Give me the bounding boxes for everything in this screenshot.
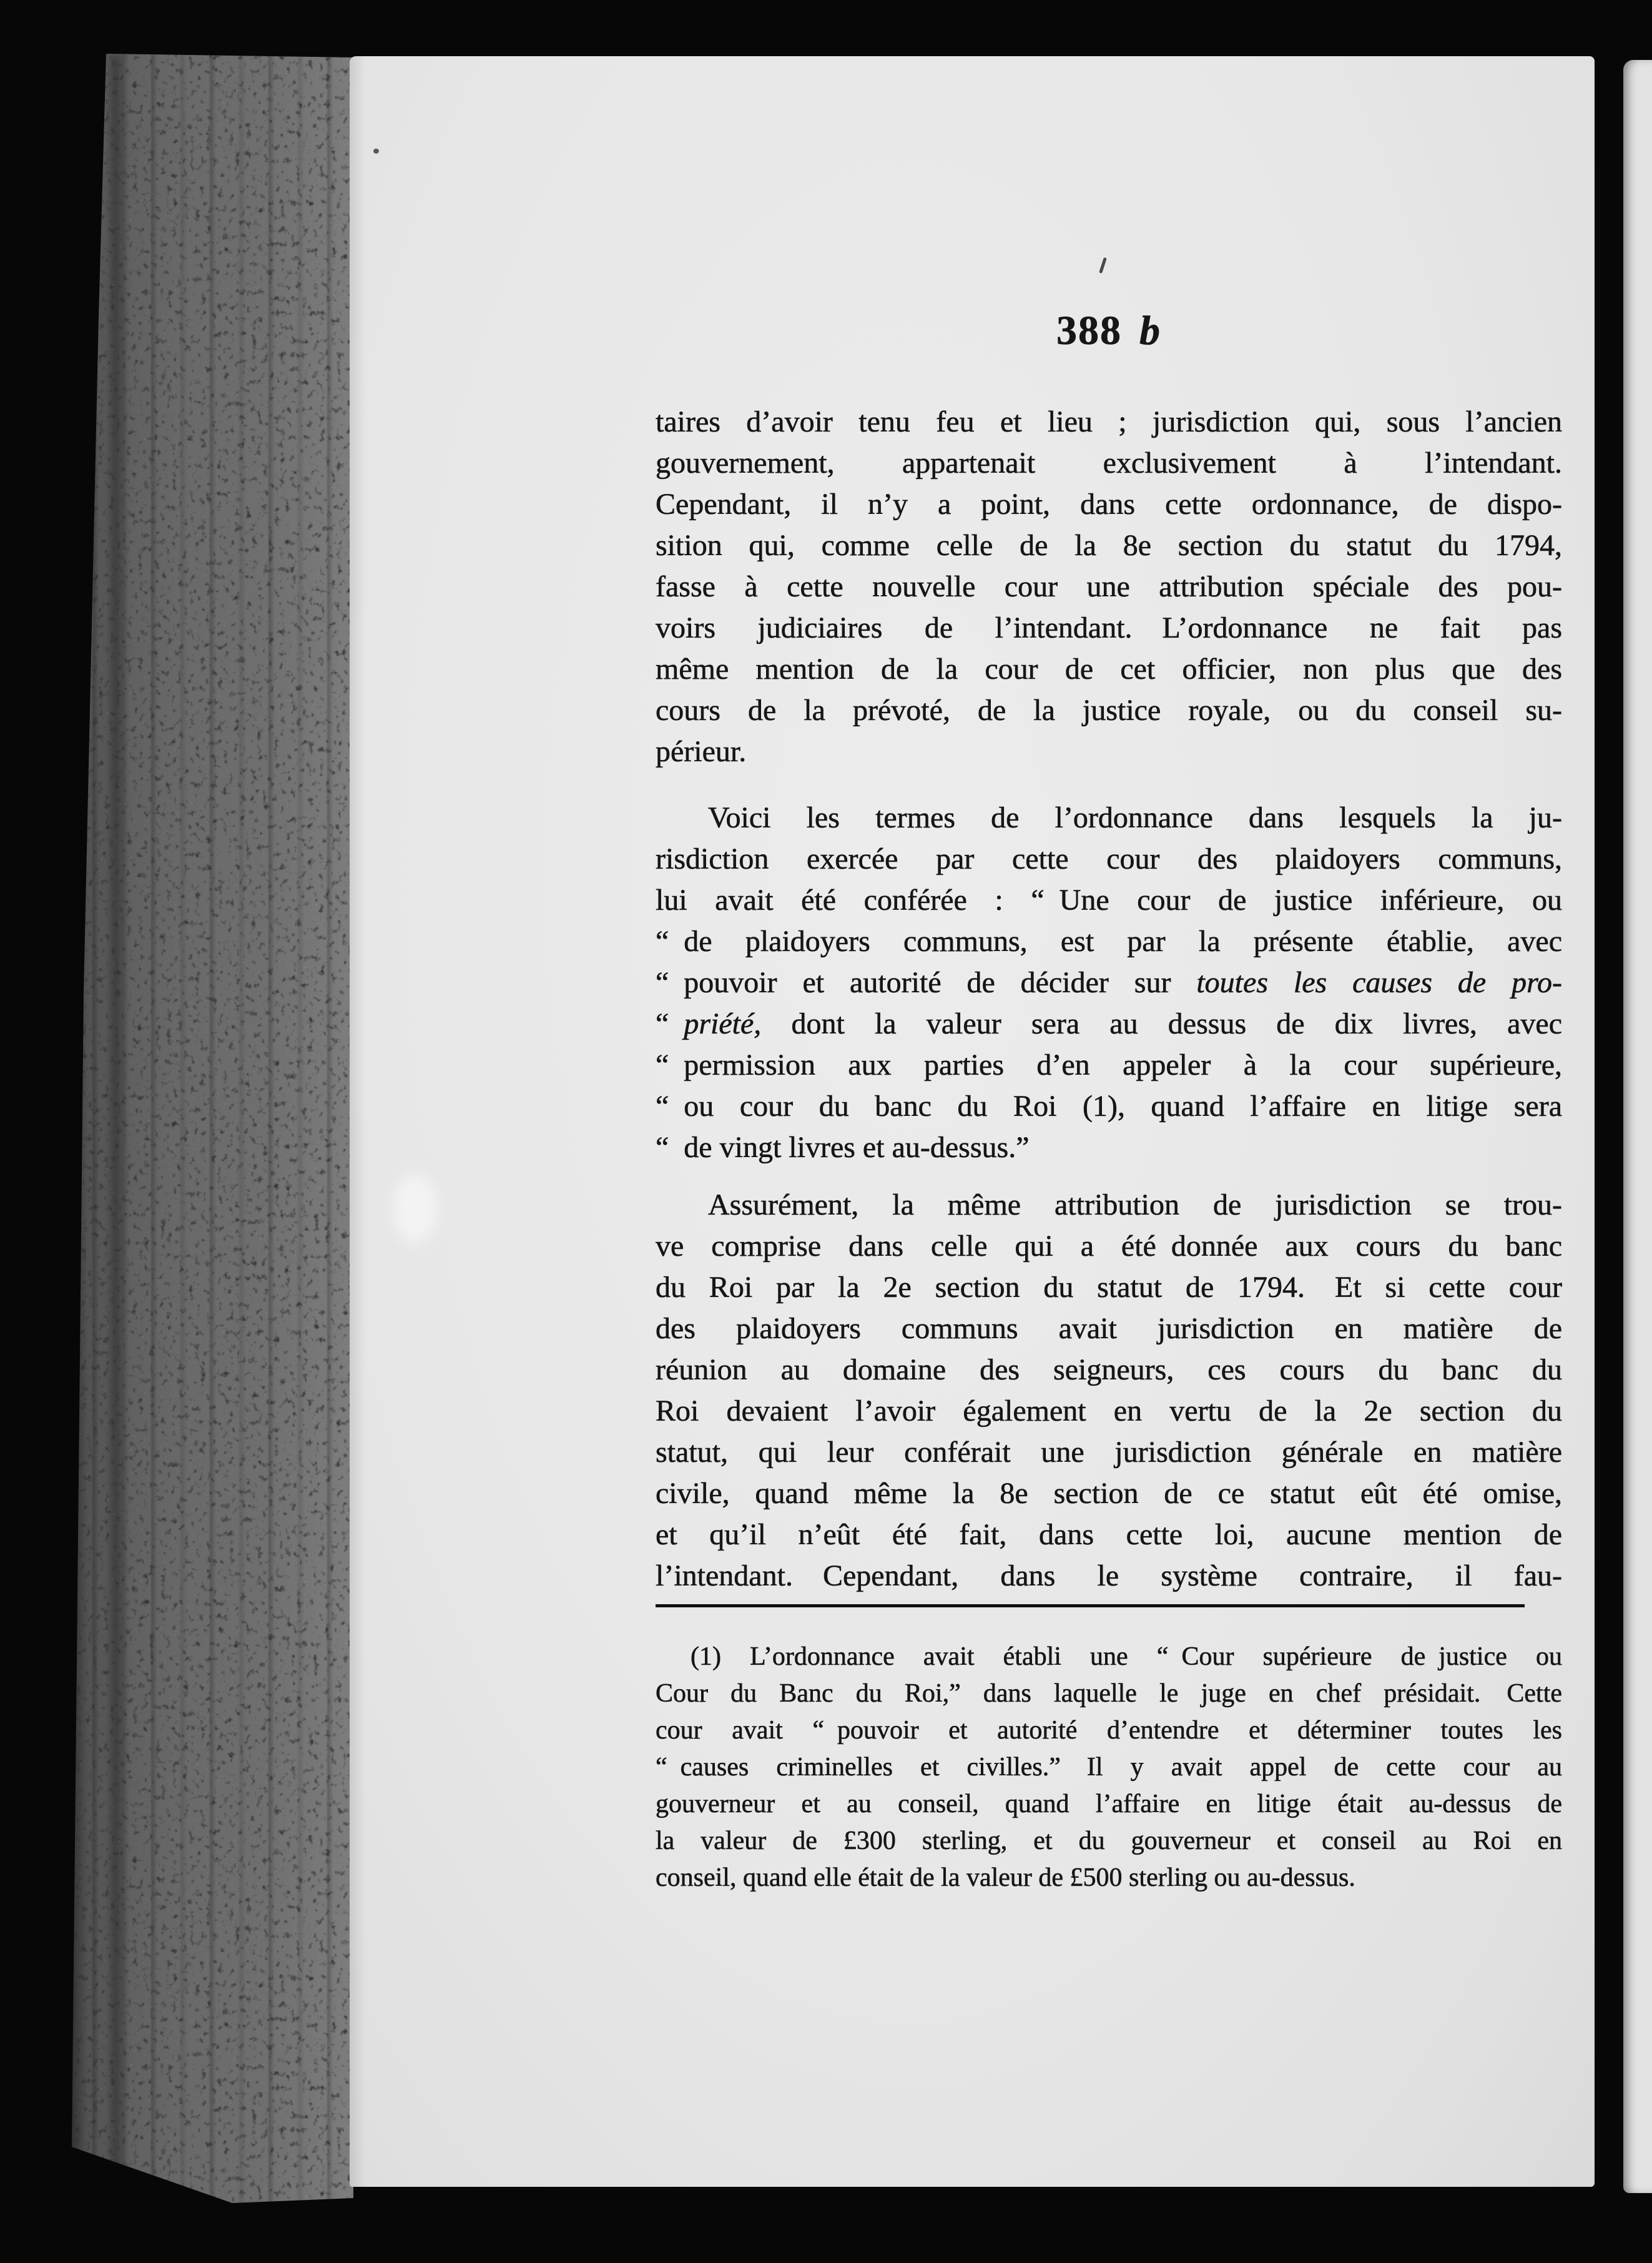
text-line — [656, 1349, 1562, 1391]
text-run: dont la valeur sera au dessus de dix livres, avec — [761, 1007, 1562, 1040]
book-edge-texture — [70, 54, 353, 2203]
ink-speck — [373, 149, 379, 154]
text-line — [656, 1556, 1562, 1597]
text-run: “ permission aux parties d’en appeler à la cour supérieure, — [656, 1048, 1562, 1082]
text-run: Voici les termes de l’ordonnance dans lesquels la ju- — [708, 801, 1562, 834]
text-run: “ — [656, 1007, 684, 1040]
text-line — [656, 525, 1562, 566]
text-line — [656, 484, 1562, 525]
edge-noise-texture — [70, 54, 353, 2203]
text-run: Assurément, la même attribution de jurisdiction se trou- — [708, 1188, 1562, 1221]
footnote — [656, 1639, 1562, 1896]
text-run: Cour du Banc du Roi,” dans laquelle le juge en chef présidait. Cette — [656, 1679, 1562, 1708]
text-line — [656, 649, 1562, 690]
text-line — [656, 1786, 1562, 1823]
text-run: risdiction exercée par cette cour des plaidoyers communs, — [656, 842, 1562, 875]
footnote-separator-rule — [656, 1604, 1525, 1607]
text-run: “ de vingt livres et au-dessus.” — [656, 1131, 1030, 1164]
page-number — [656, 309, 1562, 353]
text-line — [656, 1127, 1562, 1168]
page-number-suffix: b — [1139, 308, 1161, 353]
text-run: statut, qui leur conférait une jurisdiction générale en matière — [656, 1436, 1562, 1469]
text-run: l’intendant. Cependant, dans le système contraire, il fau- — [656, 1559, 1562, 1592]
text-run: conseil, quand elle était de la valeur de £500 sterling ou au-dessus. — [656, 1863, 1355, 1892]
text-line — [656, 1749, 1562, 1786]
ink-speck — [1099, 257, 1107, 274]
text-column — [656, 309, 1562, 1896]
text-line — [656, 443, 1562, 484]
italic-text-run: priété, — [684, 1007, 762, 1040]
text-run: réunion au domaine des seigneurs, ces cours du banc du — [656, 1353, 1562, 1386]
text-line — [656, 1473, 1562, 1514]
text-line — [656, 690, 1562, 731]
text-line — [656, 1086, 1562, 1127]
text-line — [656, 797, 1562, 839]
text-run: “ ou cour du banc du Roi (1), quand l’affaire en litige sera — [656, 1090, 1562, 1123]
text-line — [656, 1514, 1562, 1556]
text-line — [656, 608, 1562, 649]
text-run: fasse à cette nouvelle cour une attribution spéciale des pou- — [656, 570, 1562, 603]
text-run: “ de plaidoyers communs, est par la présente établie, avec — [656, 925, 1562, 958]
text-run: (1) L’ordonnance avait établi une “ Cour supérieure de justice ou — [691, 1642, 1562, 1671]
text-run: périeur. — [656, 735, 747, 768]
text-line — [656, 1823, 1562, 1860]
text-run: voirs judiciaires de l’intendant. L’ordonnance ne fait pas — [656, 611, 1562, 644]
text-run: des plaidoyers communs avait jurisdiction en matière de — [656, 1312, 1562, 1345]
text-line — [656, 1432, 1562, 1473]
text-run: “ causes criminelles et civilles.” Il y avait appel de cette cour au — [656, 1753, 1562, 1782]
text-run: du Roi par la 2e section du statut de 1794. Et si cette cour — [656, 1271, 1562, 1304]
adjacent-page-edge — [1623, 60, 1652, 2193]
text-line — [656, 1308, 1562, 1349]
paragraph — [656, 402, 1562, 772]
text-run: cour avait “ pouvoir et autorité d’entendre et déterminer toutes les — [656, 1716, 1562, 1745]
text-line — [656, 962, 1562, 1003]
text-line — [656, 1045, 1562, 1086]
text-run: taires d’avoir tenu feu et lieu ; jurisdiction qui, sous l’ancien — [656, 405, 1562, 438]
paragraph — [656, 1185, 1562, 1597]
text-run: “ pouvoir et autorité de décider sur — [656, 966, 1197, 999]
text-line — [656, 1675, 1562, 1712]
text-run: sition qui, comme celle de la 8e section du statut du 1794, — [656, 529, 1562, 562]
text-line — [656, 880, 1562, 921]
text-run: gouverneur et au conseil, quand l’affaire en litige était au-dessus de — [656, 1790, 1562, 1818]
text-line — [656, 1185, 1562, 1226]
text-line — [656, 839, 1562, 880]
text-run: lui avait été conférée : “ Une cour de justice inférieure, ou — [656, 884, 1562, 917]
text-line — [656, 731, 1562, 772]
text-line — [656, 1003, 1562, 1045]
text-run: ve comprise dans celle qui a été donnée aux cours du banc — [656, 1230, 1562, 1263]
italic-text-run: toutes les causes de pro- — [1196, 966, 1562, 999]
text-line — [656, 1267, 1562, 1308]
text-line — [656, 1712, 1562, 1749]
text-run: civile, quand même la 8e section de ce statut eût été omise, — [656, 1477, 1562, 1510]
text-run: Cependant, il n’y a point, dans cette ordonnance, de dispo- — [656, 488, 1562, 521]
text-line — [656, 1860, 1562, 1896]
page-number-value: 388 — [1056, 308, 1122, 353]
text-run: la valeur de £300 sterling, et du gouverneur et conseil au Roi en — [656, 1827, 1562, 1855]
text-line — [656, 1391, 1562, 1432]
text-line — [656, 921, 1562, 962]
text-run: cours de la prévoté, de la justice royale, ou du conseil su- — [656, 694, 1562, 727]
text-run: et qu’il n’eût été fait, dans cette loi, aucune mention de — [656, 1518, 1562, 1551]
scanned-page — [350, 56, 1595, 2187]
text-run: même mention de la cour de cet officier, non plus que des — [656, 653, 1562, 686]
text-line — [656, 1639, 1562, 1675]
text-run: gouvernement, appartenait exclusivement à l’intendant. — [656, 446, 1562, 480]
paper-mark — [393, 1174, 437, 1243]
paragraph — [656, 797, 1562, 1168]
text-line — [656, 566, 1562, 608]
text-line — [656, 1226, 1562, 1267]
text-run: Roi devaient l’avoir également en vertu de la 2e section du — [656, 1394, 1562, 1427]
text-line — [656, 402, 1562, 443]
